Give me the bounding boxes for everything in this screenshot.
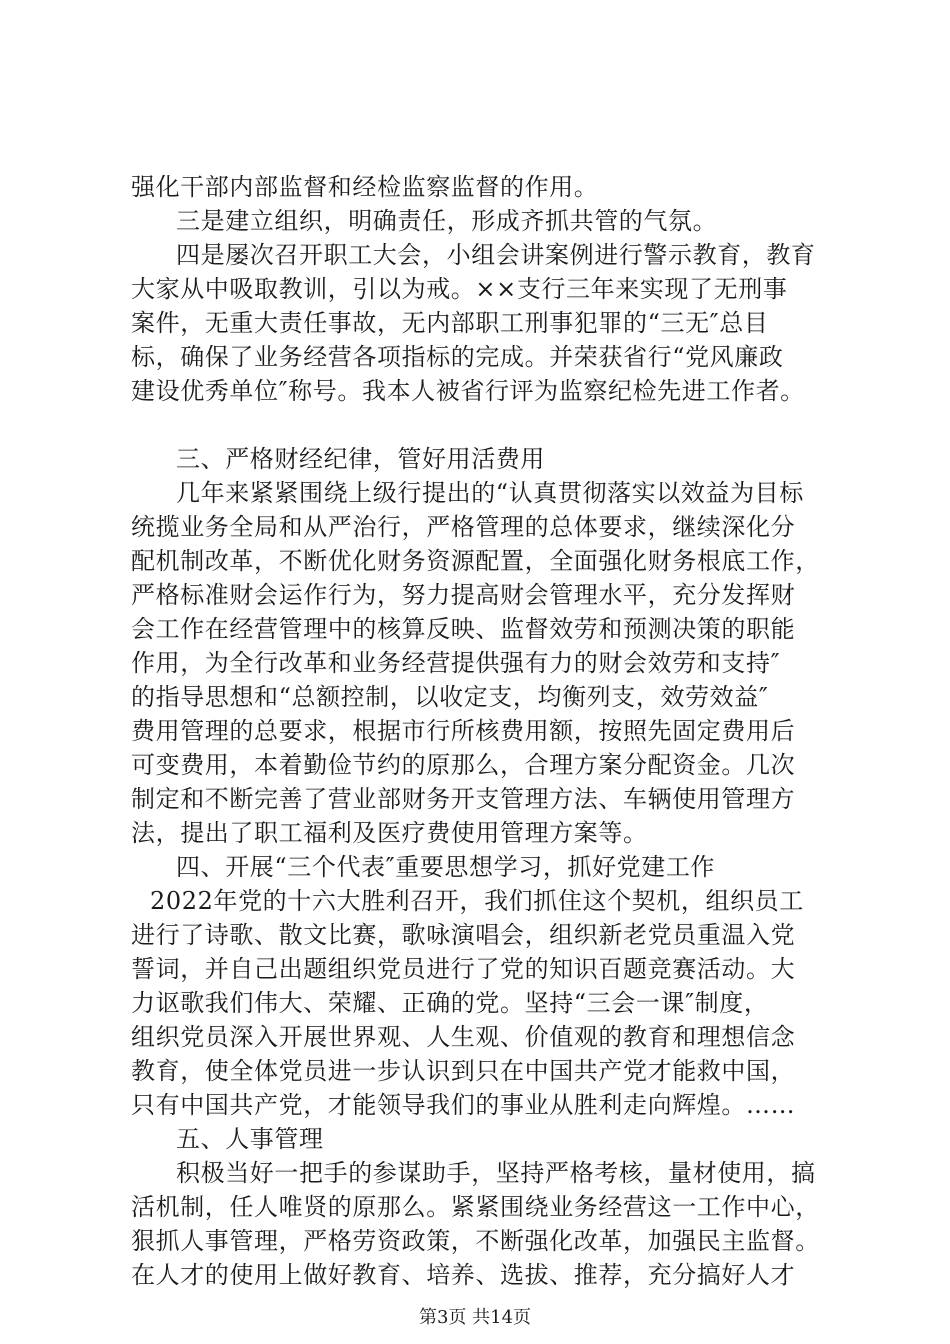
text-line: 案件，无重大责任事故，无内部职工刑事犯罪的“三无″总目	[131, 309, 769, 337]
text-line: 大家从中吸取教训，引以为戒。××支行三年来实现了无刑事	[131, 275, 788, 303]
text-line: 制定和不断完善了营业部财务开支管理方法、车辆使用管理方	[131, 785, 796, 813]
text-line: 活机制，任人唯贤的原那么。紧紧围绕业务经营这一工作中心，	[131, 1193, 820, 1221]
text-line: 力讴歌我们伟大、荣耀、正确的党。坚持“三会一课″制度，	[131, 989, 769, 1017]
text-line: 严格标准财会运作行为，努力提高财会管理水平，充分发挥财	[131, 581, 796, 609]
text-line: 建设优秀单位″称号。我本人被省行评为监察纪检先进工作者。	[131, 377, 805, 405]
text-line: 教育，使全体党员进一步认识到只在中国共产党才能救中国，	[131, 1057, 796, 1085]
text-line: 法，提出了职工福利及医疗费使用管理方案等。	[131, 819, 648, 847]
text-line: 强化干部内部监督和经检监察监督的作用。	[131, 173, 599, 201]
text-line: 狠抓人事管理，严格劳资政策，不断强化改革，加强民主监督。	[131, 1227, 820, 1255]
text-line: 进行了诗歌、散文比赛，歌咏演唱会，组织新老党员重温入党	[131, 921, 796, 949]
text-line: 四是屡次召开职工大会，小组会讲案例进行警示教育，教育	[176, 241, 816, 269]
text-line: 配机制改革，不断优化财务资源配置，全面强化财务根底工作，	[131, 547, 820, 575]
text-line: 在人才的使用上做好教育、培养、选拔、推荐，充分搞好人才	[131, 1261, 796, 1289]
text-line: 统揽业务全局和从严治行，严格管理的总体要求，继续深化分	[131, 513, 796, 541]
text-line: 作用，为全行改革和业务经营提供强有力的财会效劳和支持″	[131, 649, 781, 677]
text-line: 只有中国共产党，才能领导我们的事业从胜利走向辉煌。……	[131, 1091, 796, 1119]
section-heading: 四、开展“三个代表″重要思想学习，抓好党建工作	[176, 853, 716, 881]
text-line: 誓词，并自己出题组织党员进行了党的知识百题竞赛活动。大	[131, 955, 796, 983]
section-heading: 五、人事管理	[176, 1125, 324, 1153]
page-number-footer: 第3页 共14页	[418, 1307, 532, 1328]
text-line: 标，确保了业务经营各项指标的完成。并荣获省行“党风廉政	[131, 343, 784, 371]
text-line: 的指导思想和“总额控制，以收定支，均衡列支，效劳效益″	[131, 683, 769, 711]
section-heading: 三、严格财经纪律，管好用活费用	[176, 445, 545, 473]
text-line: 几年来紧紧围绕上级行提出的“认真贯彻落实以效益为目标	[176, 479, 804, 507]
text-line: 会工作在经营管理中的核算反映、监督效劳和预测决策的职能	[131, 615, 796, 643]
text-line: 2022年党的十六大胜利召开，我们抓住这个契机，组织员工	[150, 887, 804, 915]
text-line: 可变费用，本着勤俭节约的原那么，合理方案分配资金。几次	[131, 751, 796, 779]
text-line: 积极当好一把手的参谋助手，坚持严格考核，量材使用，搞	[176, 1159, 816, 1187]
text-line: 费用管理的总要求，根据市行所核费用额，按照先固定费用后	[131, 717, 796, 745]
text-line: 三是建立组织，明确责任，形成齐抓共管的气氛。	[176, 207, 718, 235]
text-line: 组织党员深入开展世界观、人生观、价值观的教育和理想信念	[131, 1023, 796, 1051]
